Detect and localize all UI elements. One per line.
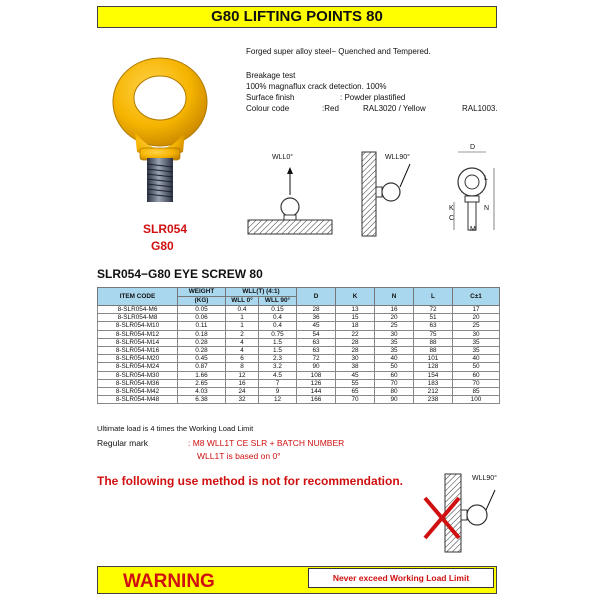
spec-table-body — [98, 306, 500, 404]
table-cell: 12 — [259, 396, 297, 404]
regular-mark-label: Regular mark — [97, 438, 149, 448]
material-text: Forged super alloy steel− Quenched and Tempered. — [246, 47, 431, 56]
table-cell: 4 — [226, 338, 259, 346]
table-cell: 3.2 — [259, 363, 297, 371]
header-k: K — [336, 288, 375, 306]
table-cell: 70 — [375, 379, 414, 387]
table-row — [98, 338, 500, 346]
table-cell: 0.11 — [178, 322, 226, 330]
wll0-label: WLL0° — [272, 154, 294, 161]
table-cell: 0.4 — [259, 314, 297, 322]
table-cell: 144 — [297, 388, 336, 396]
warning-message: Never exceed Working Load Limit — [308, 568, 494, 588]
table-cell: 40 — [453, 355, 500, 363]
table-cell: 15 — [336, 314, 375, 322]
wll90-label: WLL90° — [385, 154, 410, 161]
table-cell: 12 — [226, 371, 259, 379]
table-cell: 8-SLR054-M10 — [98, 322, 178, 330]
table-cell: 183 — [414, 379, 453, 387]
table-cell: 8-SLR054-M16 — [98, 347, 178, 355]
table-cell: 166 — [297, 396, 336, 404]
table-cell: 28 — [297, 306, 336, 314]
table-cell: 8-SLR054-M48 — [98, 396, 178, 404]
table-row — [98, 379, 500, 387]
table-row — [98, 314, 500, 322]
table-cell: 70 — [453, 379, 500, 387]
table-cell: 0.4 — [226, 306, 259, 314]
table-cell: 80 — [375, 388, 414, 396]
table-cell: 8-SLR054-M20 — [98, 355, 178, 363]
table-cell: 63 — [414, 322, 453, 330]
table-row — [98, 355, 500, 363]
table-cell: 0.28 — [178, 347, 226, 355]
table-cell: 0.06 — [178, 314, 226, 322]
table-cell: 50 — [375, 363, 414, 371]
table-cell: 17 — [453, 306, 500, 314]
dim-d-label: D — [470, 144, 476, 151]
table-cell: 50 — [453, 363, 500, 371]
table-cell: 36 — [297, 314, 336, 322]
header-wll: WLL(T) (4:1) — [226, 288, 297, 297]
header-n: N — [375, 288, 414, 306]
table-cell: 90 — [297, 363, 336, 371]
wll90-diagram — [356, 150, 426, 240]
table-cell: 30 — [375, 330, 414, 338]
table-cell: 2.3 — [259, 355, 297, 363]
table-row — [98, 322, 500, 330]
table-cell: 20 — [453, 314, 500, 322]
table-cell: 2.65 — [178, 379, 226, 387]
header-weight: WEIGHT — [178, 288, 226, 297]
spec-table — [97, 287, 500, 404]
regular-mark-value: : M8 WLL1T CE SLR + BATCH NUMBER — [188, 438, 345, 448]
table-cell: 0.45 — [178, 355, 226, 363]
table-cell: 1.5 — [259, 338, 297, 346]
table-cell: 8 — [226, 363, 259, 371]
surface-finish-label: Surface finish — [246, 93, 295, 102]
table-cell: 0.18 — [178, 330, 226, 338]
table-cell: 108 — [297, 371, 336, 379]
table-cell: 8-SLR054-M14 — [98, 338, 178, 346]
table-cell: 8-SLR054-M42 — [98, 388, 178, 396]
product-model: SLR054 — [143, 222, 188, 236]
page-title: G80 LIFTING POINTS 80 — [97, 6, 497, 28]
product-grade: G80 — [151, 239, 174, 253]
table-cell: 154 — [414, 371, 453, 379]
colour-ral-text: RAL3020 / Yellow — [363, 104, 426, 113]
table-cell: 54 — [297, 330, 336, 338]
table-cell: 28 — [336, 338, 375, 346]
table-cell: 0.28 — [178, 338, 226, 346]
colour-red-text: :Red — [322, 104, 339, 113]
table-cell: 55 — [336, 379, 375, 387]
table-cell: 30 — [336, 355, 375, 363]
table-cell: 35 — [453, 347, 500, 355]
table-cell: 38 — [336, 363, 375, 371]
header-l: L — [414, 288, 453, 306]
table-cell: 28 — [336, 347, 375, 355]
dim-m-label: M — [470, 226, 476, 233]
table-cell: 8-SLR054-M12 — [98, 330, 178, 338]
table-cell: 24 — [226, 388, 259, 396]
surface-finish-value: : Powder plastified — [340, 93, 406, 102]
not-recommended-diagram — [415, 470, 510, 555]
dim-l-label: L — [484, 175, 488, 182]
table-cell: 85 — [453, 388, 500, 396]
table-cell: 0.05 — [178, 306, 226, 314]
table-cell: 18 — [336, 322, 375, 330]
table-cell: 1.5 — [259, 347, 297, 355]
regular-mark-basis: WLL1T is based on 0° — [197, 451, 281, 461]
table-cell: 25 — [375, 322, 414, 330]
table-cell: 2 — [226, 330, 259, 338]
colour-code-label: Colour code — [246, 104, 290, 113]
header-wll90: WLL 90° — [259, 297, 297, 306]
table-cell: 22 — [336, 330, 375, 338]
table-cell: 0.4 — [259, 322, 297, 330]
table-cell: 6 — [226, 355, 259, 363]
section-title: SLR054−G80 EYE SCREW 80 — [97, 267, 263, 281]
table-cell: 35 — [453, 338, 500, 346]
table-cell: 60 — [453, 371, 500, 379]
table-row — [98, 306, 500, 314]
table-cell: 100 — [453, 396, 500, 404]
warning-title: WARNING — [123, 571, 215, 592]
dim-c-label: C — [449, 215, 455, 222]
table-row — [98, 363, 500, 371]
table-cell: 128 — [414, 363, 453, 371]
table-cell: 8-SLR054-M24 — [98, 363, 178, 371]
header-wll0: WLL 0° — [226, 297, 259, 306]
table-cell: 8-SLR054-M30 — [98, 371, 178, 379]
not-recommended-wll90-label: WLL90° — [472, 475, 497, 482]
table-cell: 126 — [297, 379, 336, 387]
table-cell: 101 — [414, 355, 453, 363]
table-cell: 25 — [453, 322, 500, 330]
table-cell: 75 — [414, 330, 453, 338]
magnaflux-text: 100% magnaflux crack detection. 100% — [246, 82, 387, 91]
table-cell: 88 — [414, 347, 453, 355]
table-cell: 9 — [259, 388, 297, 396]
table-cell: 7 — [259, 379, 297, 387]
table-cell: 32 — [226, 396, 259, 404]
table-cell: 30 — [453, 330, 500, 338]
table-row — [98, 347, 500, 355]
header-d: D — [297, 288, 336, 306]
table-cell: 8-SLR054-M6 — [98, 306, 178, 314]
dim-k-label: K — [449, 205, 454, 212]
eye-bolt-image — [95, 40, 225, 220]
table-cell: 63 — [297, 347, 336, 355]
table-row — [98, 388, 500, 396]
table-cell: 63 — [297, 338, 336, 346]
table-cell: 45 — [297, 322, 336, 330]
table-cell: 60 — [375, 371, 414, 379]
table-cell: 1 — [226, 322, 259, 330]
table-cell: 212 — [414, 388, 453, 396]
table-cell: 72 — [297, 355, 336, 363]
table-cell: 8-SLR054-M36 — [98, 379, 178, 387]
table-cell: 40 — [375, 355, 414, 363]
table-cell: 0.75 — [259, 330, 297, 338]
table-cell: 45 — [336, 371, 375, 379]
table-cell: 8-SLR054-M8 — [98, 314, 178, 322]
table-cell: 51 — [414, 314, 453, 322]
table-cell: 35 — [375, 338, 414, 346]
table-cell: 35 — [375, 347, 414, 355]
table-cell: 0.15 — [259, 306, 297, 314]
table-cell: 4.5 — [259, 371, 297, 379]
table-cell: 16 — [226, 379, 259, 387]
ultimate-load-note: Ultimate load is 4 times the Working Load Limit — [97, 424, 254, 433]
table-cell: 1.66 — [178, 371, 226, 379]
colour-ral-yellow-text: RAL1003. — [462, 104, 498, 113]
table-cell: 65 — [336, 388, 375, 396]
table-cell: 20 — [375, 314, 414, 322]
table-row — [98, 371, 500, 379]
table-cell: 4 — [226, 347, 259, 355]
table-cell: 4.03 — [178, 388, 226, 396]
table-cell: 13 — [336, 306, 375, 314]
table-row — [98, 396, 500, 404]
table-cell: 16 — [375, 306, 414, 314]
table-cell: 72 — [414, 306, 453, 314]
header-item-code: ITEM CODE — [98, 288, 178, 306]
header-weight-unit: (KG) — [178, 297, 226, 306]
table-cell: 6.38 — [178, 396, 226, 404]
table-cell: 0.87 — [178, 363, 226, 371]
dim-n-label: N — [484, 205, 490, 212]
table-row — [98, 330, 500, 338]
table-cell: 70 — [336, 396, 375, 404]
table-cell: 238 — [414, 396, 453, 404]
header-c: C±1 — [453, 288, 500, 306]
table-cell: 90 — [375, 396, 414, 404]
breakage-test-text: Breakage test — [246, 71, 296, 80]
table-cell: 88 — [414, 338, 453, 346]
not-recommended-text: The following use method is not for recommendation. — [97, 474, 404, 488]
table-cell: 1 — [226, 314, 259, 322]
